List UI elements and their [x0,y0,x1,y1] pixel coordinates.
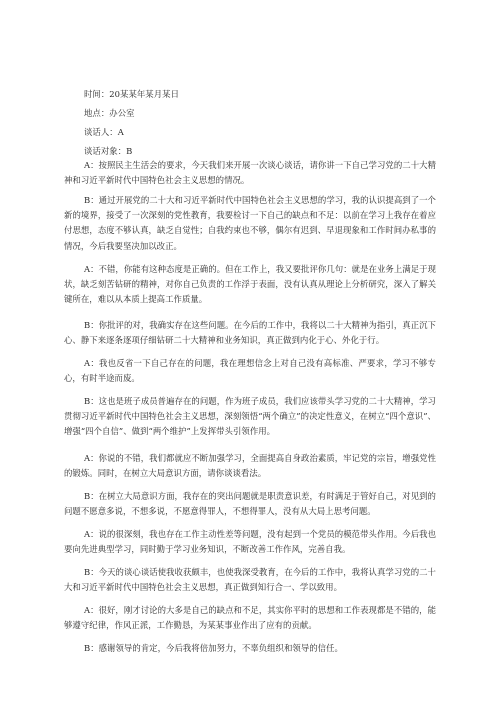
dialogue-paragraph: B：通过开展党的二十大和习近平新时代中国特色社会主义思想的学习，我的认识提高到了一个新的境界，接受了一次深刻的党性教育，我要检讨一下自己的缺点和不足：以前在学习上我存在着应付思想，态度不够认真，缺乏自觉性；自我约束也不够，偶尔有迟到、早退现象和工作时间办私事的情况，今后我要坚决加以改正。 [64,195,436,251]
dialogue-paragraph: B：在树立大局意识方面，我存在的突出问题就是职责意识差，有时满足于管好自己，对见到的问题不愿意多说，不想多说，不愿意得罪人，不想得罪人，没有从大局上思考问题。 [64,491,436,517]
dialogue-paragraph: B：你批评的对，我确实存在这些问题。在今后的工作中，我将以二十大精神为指引，真正沉下心、静下来逐条逐项仔细钻研二十大精神和业务知识，真正做到内化于心、外化于行。 [64,320,436,346]
meeting-target: 谈话对象：B [84,146,133,156]
dialogue-paragraph: A：说的很深刻，我也存在工作主动性差等问题，没有起到一个党员的模范带头作用。今后我也要向先进典型学习，同时勤于学习业务知识，不断改善工作作风，完善自我。 [64,529,436,555]
meeting-place: 地点：办公室 [84,108,135,118]
dialogue-paragraph: A：我也反省一下自己存在的问题，我在理想信念上对自己没有高标准、严要求，学习不够专心，有时半途而废。 [64,358,436,384]
meeting-time: 时间：20某某年某月某日 [84,89,180,99]
dialogue-paragraph: A：很好，刚才讨论的大多是自己的缺点和不足，其实你平时的思想和工作表现都是不错的，能够遵守纪律，作风正派，工作勤恳，为某某事业作出了应有的贡献。 [64,605,436,631]
meeting-talker: 谈话人：A [84,127,124,137]
dialogue-paragraph: A：不错，你能有这种态度是正确的。但在工作上，我又要批评你几句：就是在业务上满足于现状，缺乏刻苦钻研的精神，对你自己负责的工作浮于表面，没有认真从理论上分析研究，深入了解关键所在，难以从本质上提高工作质量。 [64,264,436,305]
dialogue-paragraph: B：今天的谈心谈话使我收获颇丰，也使我深受教育，在今后的工作中，我将认真学习党的二十大和习近平新时代中国特色社会主义思想，真正做到知行合一、学以致用。 [64,567,436,593]
dialogue-paragraph: A：按照民主生活会的要求，今天我们来开展一次谈心谈话，请你讲一下自己学习党的二十大精神和习近平新时代中国特色社会主义思想的情况。 [64,160,436,186]
dialogue-paragraph: A：你说的不错，我们都就应不断加强学习，全面提高自身政治素质，牢记党的宗旨，增强党性的锻炼。同时，在树立大局意识方面，请你谈谈看法。 [64,453,436,479]
dialogue-paragraph: B：感谢领导的肯定，今后我将倍加努力，不辜负组织和领导的信任。 [84,643,343,653]
dialogue-paragraph: B：这也是班子成员普遍存在的问题，作为班子成员，我们应该带头学习党的二十大精神，学习贯彻习近平新时代中国特色社会主义思想，深刻领悟“两个确立”的决定性意义，在树立“四个意识”、增强“四个自信”、做到“两个维护”上发挥带头引领作用。 [64,396,436,437]
